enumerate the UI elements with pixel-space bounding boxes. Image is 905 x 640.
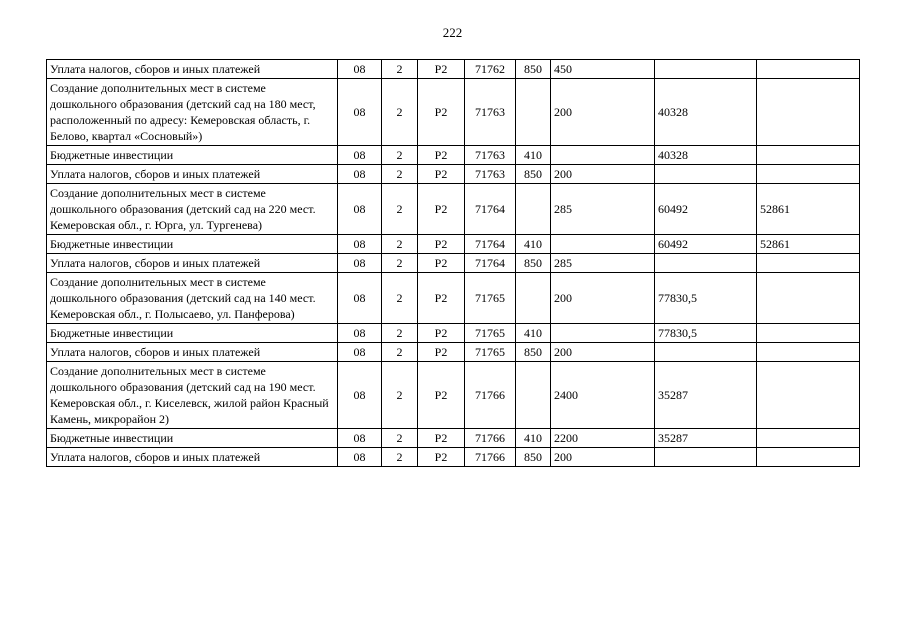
row-amount-3 [757,254,860,273]
row-amount-1: 200 [551,448,655,467]
row-section: 08 [338,429,382,448]
row-subsection: 2 [382,343,418,362]
row-amount-3 [757,79,860,146]
row-subsection: 2 [382,254,418,273]
row-program: P2 [418,448,465,467]
table-row [47,362,860,429]
row-amount-3 [757,324,860,343]
row-amount-1: 2200 [551,429,655,448]
row-expense-kind [516,184,551,235]
row-amount-3 [757,273,860,324]
table-row [47,324,860,343]
row-target-code: 71766 [465,429,516,448]
table-row [47,235,860,254]
row-subsection: 2 [382,273,418,324]
row-amount-1: 200 [551,343,655,362]
row-amount-1: 200 [551,273,655,324]
table-row [47,79,860,146]
row-name: Бюджетные инвестиции [47,429,338,448]
row-section: 08 [338,79,382,146]
row-section: 08 [338,362,382,429]
row-section: 08 [338,146,382,165]
row-amount-3 [757,343,860,362]
row-amount-2 [655,448,757,467]
row-name: Бюджетные инвестиции [47,324,338,343]
row-program: P2 [418,235,465,254]
row-amount-3 [757,362,860,429]
table-row [47,60,860,79]
row-program: P2 [418,273,465,324]
row-amount-2 [655,343,757,362]
row-amount-3 [757,60,860,79]
row-amount-2 [655,165,757,184]
row-expense-kind [516,273,551,324]
table-row [47,165,860,184]
row-section: 08 [338,60,382,79]
row-expense-kind [516,362,551,429]
row-name: Уплата налогов, сборов и иных платежей [47,254,338,273]
row-subsection: 2 [382,362,418,429]
row-name: Создание дополнительных мест в системе дошкольного образования (детский сад на 220 мест. Кемеровская обл., г. Юрга, ул. Тургенева) [47,184,338,235]
row-target-code: 71764 [465,254,516,273]
row-name: Уплата налогов, сборов и иных платежей [47,60,338,79]
row-amount-1 [551,235,655,254]
row-program: P2 [418,429,465,448]
row-expense-kind: 850 [516,60,551,79]
row-amount-3 [757,165,860,184]
row-expense-kind: 410 [516,146,551,165]
row-target-code: 71766 [465,448,516,467]
row-target-code: 71763 [465,165,516,184]
row-target-code: 71763 [465,146,516,165]
row-subsection: 2 [382,429,418,448]
row-section: 08 [338,343,382,362]
row-program: P2 [418,60,465,79]
row-subsection: 2 [382,184,418,235]
row-target-code: 71762 [465,60,516,79]
page-number: 222 [442,25,463,40]
row-target-code: 71765 [465,343,516,362]
row-expense-kind: 850 [516,343,551,362]
row-subsection: 2 [382,60,418,79]
row-amount-2: 60492 [655,235,757,254]
row-amount-2: 60492 [655,184,757,235]
row-amount-2: 77830,5 [655,324,757,343]
row-target-code: 71763 [465,79,516,146]
table-row [47,343,860,362]
row-program: P2 [418,184,465,235]
row-amount-1: 200 [551,165,655,184]
row-name: Создание дополнительных мест в системе дошкольного образования (детский сад на 180 мест, расположенный по адресу: Кемеровская область, г. Белово, квартал «Сосновый») [47,79,338,146]
row-program: P2 [418,254,465,273]
row-section: 08 [338,235,382,254]
row-program: P2 [418,165,465,184]
row-name: Бюджетные инвестиции [47,146,338,165]
row-amount-1 [551,146,655,165]
row-subsection: 2 [382,324,418,343]
row-expense-kind: 410 [516,235,551,254]
row-amount-1 [551,324,655,343]
row-name: Уплата налогов, сборов и иных платежей [47,448,338,467]
row-amount-2: 40328 [655,79,757,146]
table-row [47,429,860,448]
row-section: 08 [338,324,382,343]
table-row [47,184,860,235]
row-section: 08 [338,254,382,273]
row-amount-1: 2400 [551,362,655,429]
row-name: Создание дополнительных мест в системе дошкольного образования (детский сад на 140 мест. Кемеровская обл., г. Полысаево, ул. Панферова) [47,273,338,324]
row-amount-1: 200 [551,79,655,146]
row-amount-3: 52861 [757,235,860,254]
row-amount-1: 285 [551,184,655,235]
row-expense-kind [516,79,551,146]
row-program: P2 [418,343,465,362]
row-subsection: 2 [382,146,418,165]
row-expense-kind: 850 [516,254,551,273]
row-amount-1: 285 [551,254,655,273]
table-row [47,254,860,273]
row-amount-2: 40328 [655,146,757,165]
row-expense-kind: 850 [516,165,551,184]
row-subsection: 2 [382,235,418,254]
row-amount-3 [757,448,860,467]
row-expense-kind: 410 [516,324,551,343]
row-name: Уплата налогов, сборов и иных платежей [47,165,338,184]
row-section: 08 [338,184,382,235]
row-target-code: 71764 [465,184,516,235]
row-target-code: 71765 [465,273,516,324]
row-amount-2: 35287 [655,429,757,448]
row-program: P2 [418,362,465,429]
table-row [47,448,860,467]
row-amount-2: 35287 [655,362,757,429]
row-subsection: 2 [382,79,418,146]
row-program: P2 [418,79,465,146]
row-section: 08 [338,165,382,184]
row-amount-3 [757,146,860,165]
row-amount-1: 450 [551,60,655,79]
table-row [47,273,860,324]
row-amount-2: 77830,5 [655,273,757,324]
row-amount-2 [655,60,757,79]
row-program: P2 [418,146,465,165]
row-subsection: 2 [382,448,418,467]
row-target-code: 71766 [465,362,516,429]
row-subsection: 2 [382,165,418,184]
row-section: 08 [338,448,382,467]
row-amount-2 [655,254,757,273]
row-amount-3 [757,429,860,448]
row-program: P2 [418,324,465,343]
row-section: 08 [338,273,382,324]
row-name: Бюджетные инвестиции [47,235,338,254]
row-target-code: 71765 [465,324,516,343]
row-amount-3: 52861 [757,184,860,235]
row-name: Создание дополнительных мест в системе дошкольного образования (детский сад на 190 мест. Кемеровская обл., г. Киселевск, жилой район Красный Камень, микрорайон 2) [47,362,338,429]
table-row [47,146,860,165]
row-expense-kind: 850 [516,448,551,467]
row-expense-kind: 410 [516,429,551,448]
row-target-code: 71764 [465,235,516,254]
budget-table [46,59,860,467]
row-name: Уплата налогов, сборов и иных платежей [47,343,338,362]
